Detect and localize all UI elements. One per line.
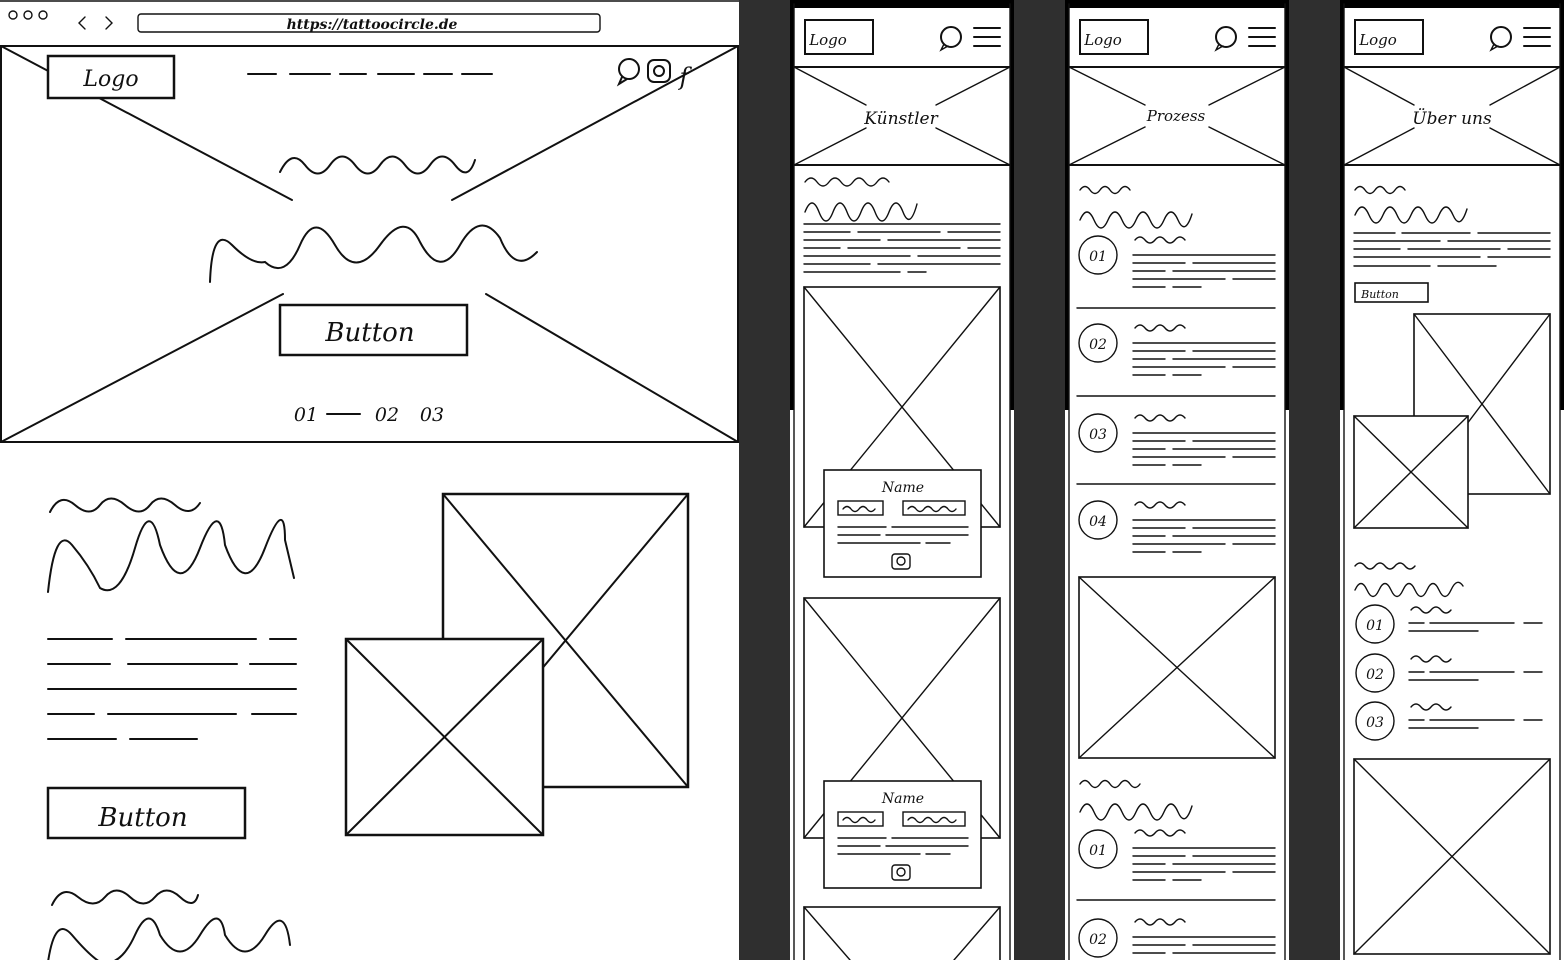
- whatsapp-icon[interactable]: [619, 59, 639, 84]
- window-close-dot[interactable]: [9, 11, 17, 19]
- next-section-subtitle-squiggle: [52, 891, 198, 906]
- hero-button-label: Button: [325, 318, 415, 348]
- logo-text: Logo: [83, 67, 139, 92]
- slide-number-1[interactable]: 01: [293, 404, 319, 426]
- address-url: https://tattoocircle.de: [286, 17, 458, 33]
- artist-name: Name: [881, 791, 925, 807]
- logo-text: Logo: [1084, 31, 1122, 49]
- mobile-artists-canvas: [790, 0, 1014, 960]
- mobile-about-screen: [1340, 0, 1564, 960]
- mobile-artists-screen: [790, 0, 1014, 960]
- section-button-label: Button: [98, 803, 188, 833]
- step-number: 04: [1089, 514, 1107, 530]
- hero-title: Künstler: [864, 109, 938, 129]
- step-number: 03: [1366, 715, 1384, 731]
- instagram-icon[interactable]: [648, 60, 670, 82]
- desktop-wireframe: [0, 0, 739, 960]
- hero-title: Prozess: [1146, 107, 1206, 125]
- artist-card[interactable]: [804, 907, 1000, 960]
- forward-arrow-icon[interactable]: [106, 17, 112, 29]
- hero-subtitle-squiggle: [280, 157, 475, 174]
- section-title-squiggle: [48, 520, 294, 592]
- mobile-process-screen: [1065, 0, 1289, 960]
- step-number: 02: [1089, 932, 1107, 948]
- step-number: 03: [1089, 427, 1107, 443]
- image-placeholder-small: [1354, 416, 1468, 528]
- slide-number-2[interactable]: 02: [374, 404, 400, 426]
- back-arrow-icon[interactable]: [79, 17, 85, 29]
- next-section-title-squiggle: [48, 919, 290, 960]
- button-label: Button: [1361, 288, 1399, 301]
- slider-pagination: [294, 404, 444, 426]
- facebook-icon[interactable]: f: [679, 63, 689, 91]
- hero-section: [1, 46, 738, 442]
- body-text: [48, 639, 296, 739]
- about-section: [48, 494, 688, 960]
- hero-title: Über uns: [1412, 109, 1492, 129]
- section-subtitle-squiggle: [50, 499, 200, 513]
- browser-chrome: [0, 1, 739, 46]
- artist-card[interactable]: [804, 598, 1000, 888]
- hero-title-squiggle: [210, 226, 537, 282]
- step-number: 02: [1089, 337, 1107, 353]
- step-number: 02: [1366, 667, 1384, 683]
- mobile-about-canvas: [1340, 0, 1564, 960]
- window-maximize-dot[interactable]: [39, 11, 47, 19]
- window-minimize-dot[interactable]: [24, 11, 32, 19]
- logo-text: Logo: [809, 31, 847, 49]
- image-placeholder-small: [346, 639, 543, 835]
- logo-text: Logo: [1359, 31, 1397, 49]
- artist-name: Name: [881, 480, 925, 496]
- step-number: 01: [1366, 618, 1384, 634]
- desktop-canvas: [0, 0, 739, 960]
- slide-number-3[interactable]: 03: [419, 404, 445, 426]
- mobile-process-canvas: [1065, 0, 1289, 960]
- artist-card[interactable]: [804, 287, 1000, 577]
- step-number: 01: [1089, 249, 1107, 265]
- step-number: 01: [1089, 843, 1107, 859]
